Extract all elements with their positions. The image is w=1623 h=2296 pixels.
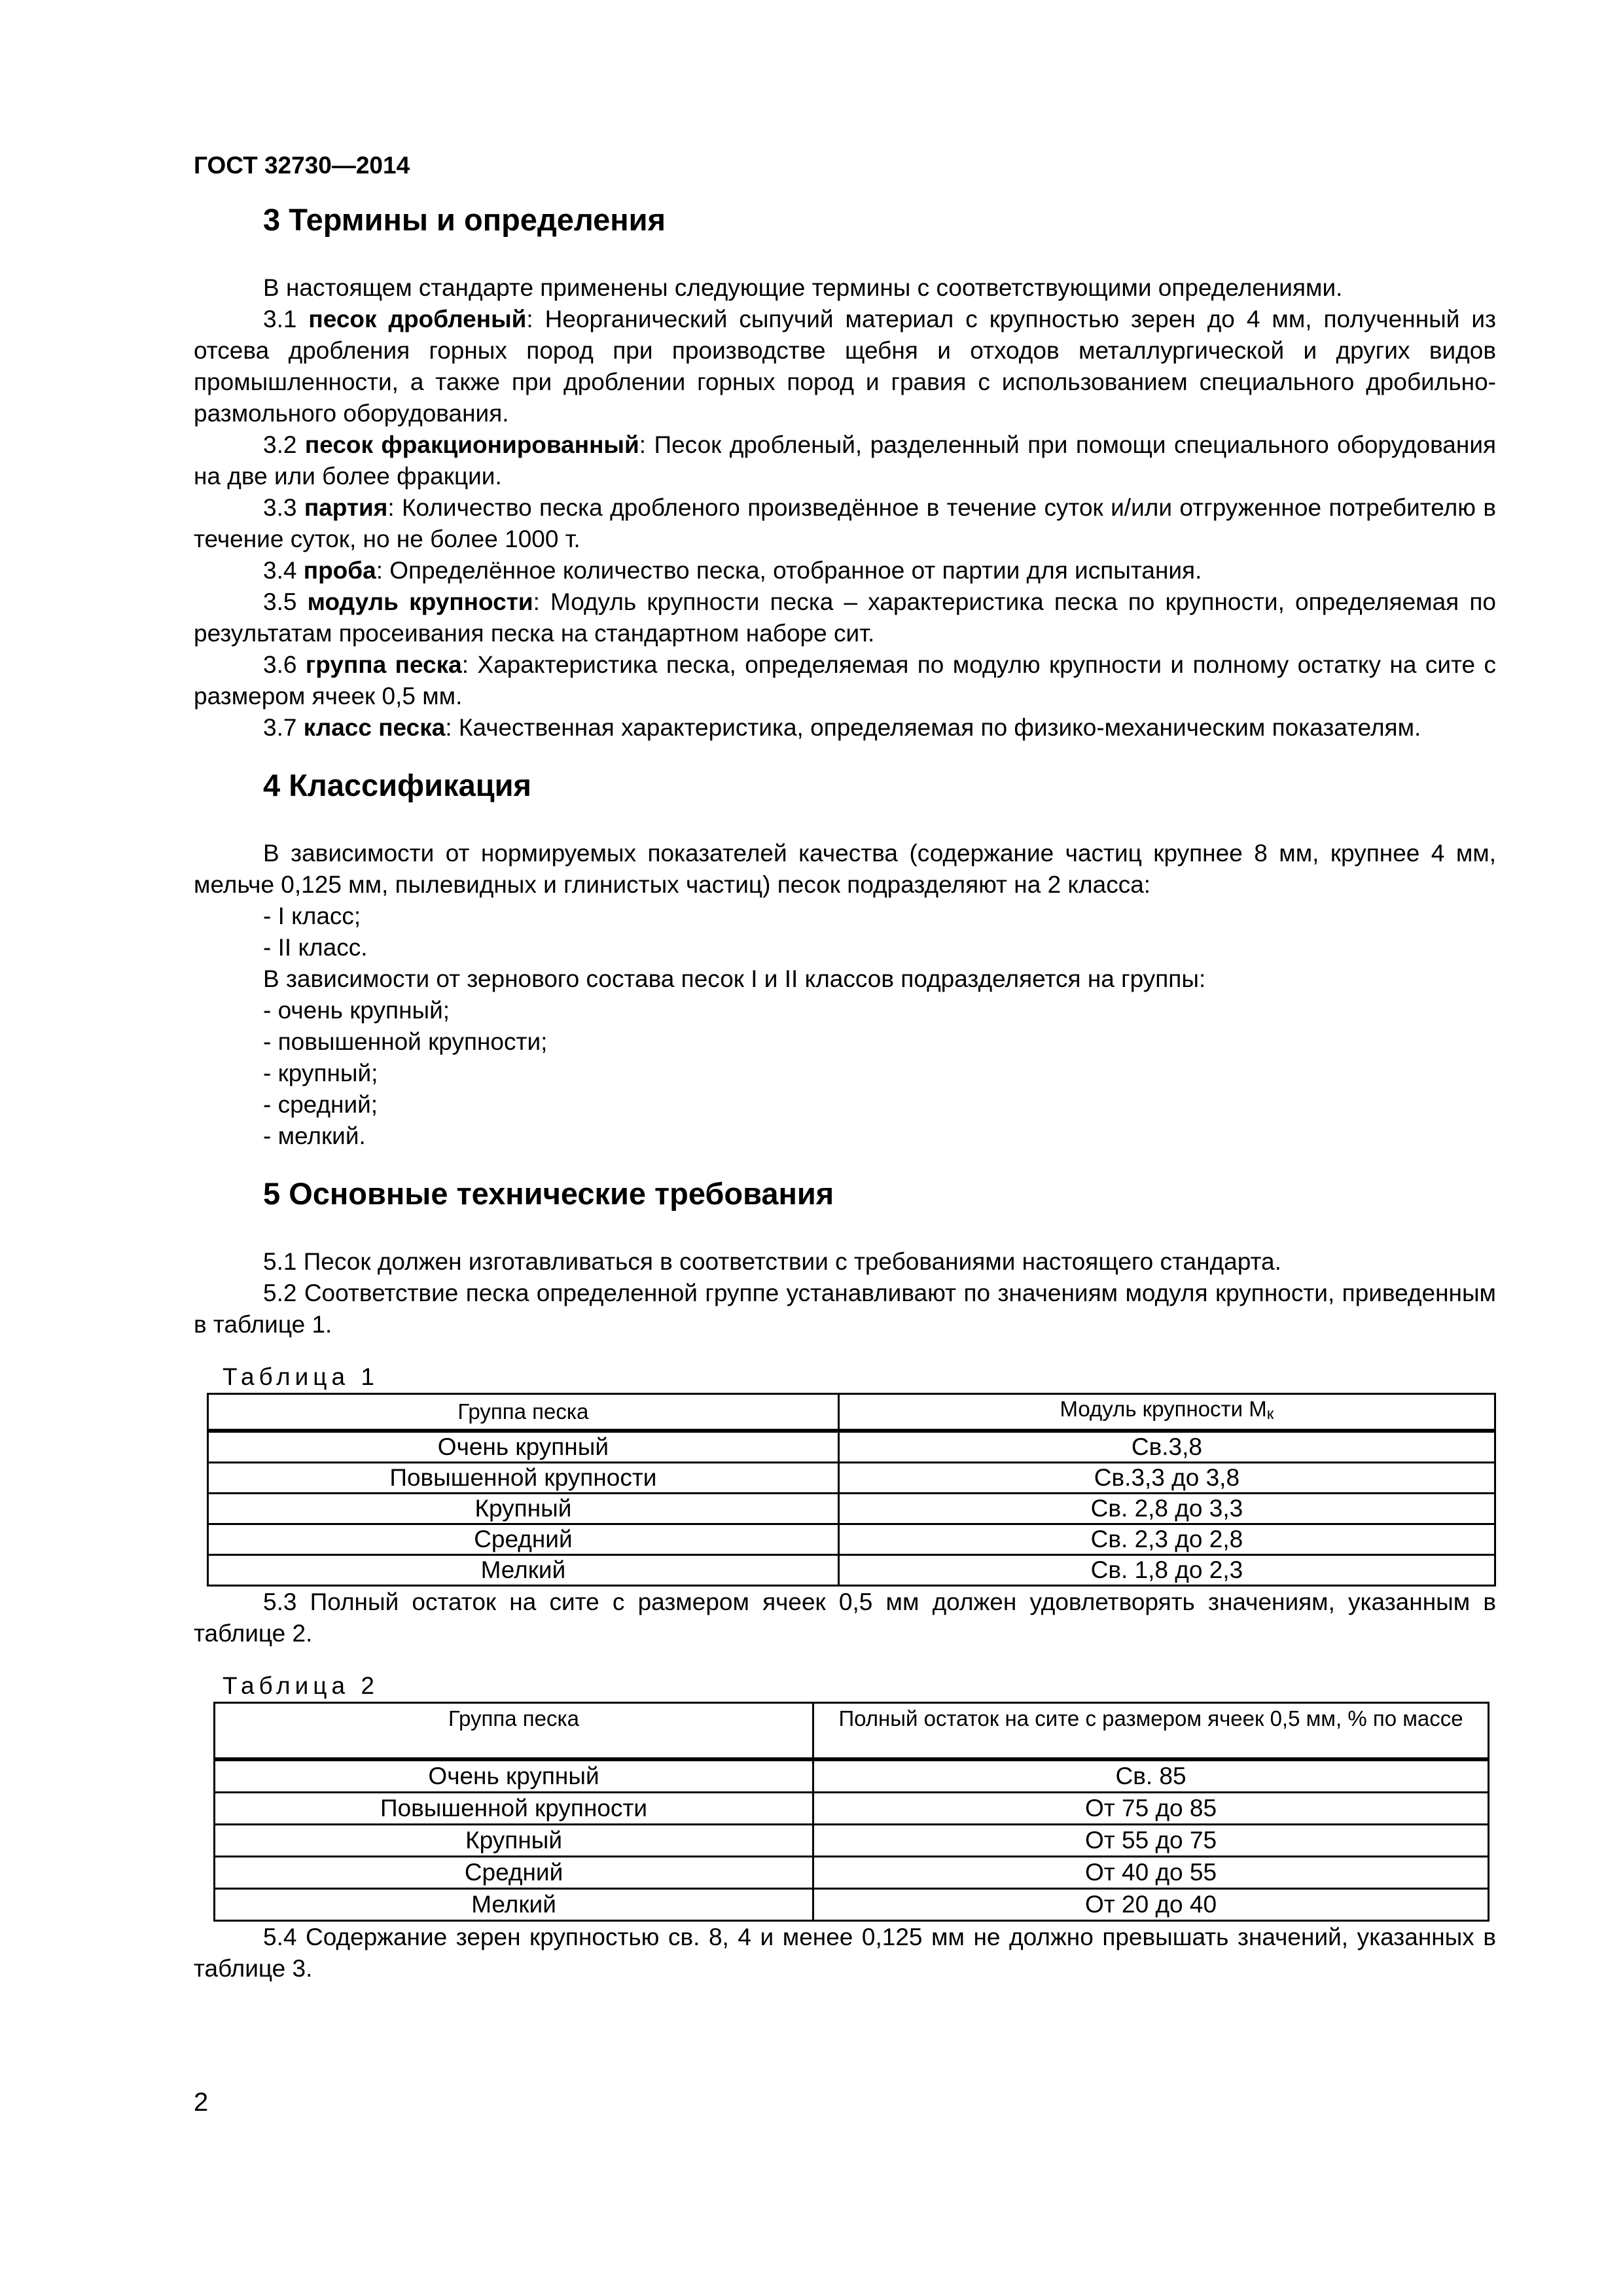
group-list-item: - средний; [263, 1091, 378, 1118]
table-1-header-modulus-subscript: к [1266, 1405, 1274, 1423]
section-5-heading: 5 Основные технические требования [263, 1176, 834, 1211]
table-2-value-cell: От 40 до 55 [813, 1857, 1489, 1889]
term-name: группа песка [305, 651, 462, 678]
term-number: 3.6 [263, 651, 297, 678]
table-2-header-group: Группа песка [215, 1703, 813, 1760]
term-definition: : Количество песка дробленого произведённое в течение суток и/или отгруженное потребителю в течение суток, но не более 1000 т. [194, 494, 1496, 552]
table-1-group-cell: Крупный [208, 1494, 839, 1524]
table-2-group-cell: Крупный [215, 1825, 813, 1857]
table-row [208, 1494, 1495, 1524]
class-list-item: - I класс; [263, 903, 361, 929]
group-list-item: - мелкий. [263, 1122, 366, 1149]
section-4-heading: 4 Классификация [263, 768, 531, 802]
table-row [208, 1463, 1495, 1494]
term-item [194, 304, 1496, 429]
term-item [194, 555, 1496, 586]
table-1 [207, 1393, 1496, 1587]
group-list-item: - повышенной крупности; [263, 1028, 548, 1055]
table-1-header-group: Группа песка [208, 1394, 839, 1431]
section-3-intro: В настоящем стандарте применены следующие термины с соответствующими определениями. [263, 274, 1343, 301]
term-number: 3.4 [263, 557, 297, 584]
term-item [194, 586, 1496, 649]
term-item [194, 712, 1496, 744]
term-number: 3.2 [263, 431, 297, 458]
table-2-group-cell: Средний [215, 1857, 813, 1889]
table-1-group-cell: Мелкий [208, 1555, 839, 1586]
paragraph-5-4: 5.4 Содержание зерен крупностью св. 8, 4 и менее 0,125 мм не должно превышать значений, указанных в таблице 3. [194, 1924, 1496, 1982]
table-1-value-cell: Св. 1,8 до 2,3 [838, 1555, 1495, 1586]
table-2-header-row [215, 1703, 1489, 1760]
term-name: песок дробленый [308, 306, 527, 332]
class-list-item: - II класс. [263, 934, 368, 961]
table-row [215, 1857, 1489, 1889]
table-2-value-cell: От 55 до 75 [813, 1825, 1489, 1857]
table-2-group-cell: Очень крупный [215, 1759, 813, 1793]
paragraph-5-1: 5.1 Песок должен изготавливаться в соответствии с требованиями настоящего стандарта. [263, 1248, 1281, 1275]
table-row [215, 1889, 1489, 1921]
term-item [194, 649, 1496, 712]
term-item [194, 492, 1496, 555]
table-1-value-cell: Св.3,8 [838, 1431, 1495, 1463]
table-1-value-cell: Св.3,3 до 3,8 [838, 1463, 1495, 1494]
table-1-value-cell: Св. 2,3 до 2,8 [838, 1524, 1495, 1555]
table-1-group-cell: Средний [208, 1524, 839, 1555]
table-1-group-cell: Повышенной крупности [208, 1463, 839, 1494]
table-2 [213, 1702, 1489, 1922]
term-name: песок фракционированный [304, 431, 639, 458]
term-definition: : Определённое количество песка, отобранное от партии для испытания. [376, 557, 1202, 584]
table-2-header-residue: Полный остаток на сите с размером ячеек 0,5 мм, % по массе [813, 1703, 1489, 1760]
table-1-caption: Таблица 1 [223, 1363, 379, 1390]
table-row [215, 1825, 1489, 1857]
term-item [194, 429, 1496, 492]
page-content [194, 199, 1496, 1984]
term-definition: : Неорганический сыпучий материал с крупностью зерен до 4 мм, полученный из отсева дробления горных пород при производстве щебня и отходов металлургической и других видов промышленности, а также при дроблении горных пород и гравия с использованием специального дробильно-размольного оборудования. [194, 306, 1496, 427]
table-2-value-cell: От 20 до 40 [813, 1889, 1489, 1921]
term-name: партия [304, 494, 388, 521]
term-number: 3.7 [263, 714, 297, 741]
table-2-group-cell: Повышенной крупности [215, 1793, 813, 1825]
table-2-value-cell: От 75 до 85 [813, 1793, 1489, 1825]
table-1-group-cell: Очень крупный [208, 1431, 839, 1463]
term-definition: : Песок дробленый, разделенный при помощи специального оборудования на две или более фракции. [194, 431, 1497, 490]
group-list [194, 995, 1496, 1152]
table-1-value-cell: Св. 2,8 до 3,3 [838, 1494, 1495, 1524]
class-list [194, 901, 1496, 963]
table-2-caption: Таблица 2 [223, 1672, 379, 1699]
table-2-value-cell: Св. 85 [813, 1759, 1489, 1793]
term-definition: : Характеристика песка, определяемая по модулю крупности и полному остатку на сите с размером ячеек 0,5 мм. [194, 651, 1497, 709]
table-1-header-modulus [838, 1394, 1495, 1431]
term-definition: : Модуль крупности песка – характеристика песка по крупности, определяемая по результатам просеивания песка на стандартном наборе сит. [194, 588, 1497, 647]
group-list-item: - крупный; [263, 1060, 378, 1086]
terms-list [194, 304, 1496, 744]
table-row [208, 1431, 1495, 1463]
term-definition: : Качественная характеристика, определяемая по физико-механическим показателям. [445, 714, 1421, 741]
group-list-item: - очень крупный; [263, 997, 450, 1024]
section-3-heading: 3 Термины и определения [263, 202, 666, 237]
page-number: 2 [194, 2088, 209, 2117]
term-number: 3.1 [263, 306, 297, 332]
table-1-header-row [208, 1394, 1495, 1431]
term-number: 3.5 [263, 588, 297, 615]
paragraph-5-2: 5.2 Соответствие песка определенной группе устанавливают по значениям модуля крупности, приведенным в таблице 1. [194, 1280, 1496, 1338]
document-id: ГОСТ 32730—2014 [194, 152, 410, 179]
table-row [208, 1524, 1495, 1555]
paragraph-5-3: 5.3 Полный остаток на сите с размером ячеек 0,5 мм должен удовлетворять значениям, указанным в таблице 2. [194, 1588, 1496, 1647]
table-1-header-modulus-main: Модуль крупности М [1060, 1397, 1267, 1421]
table-2-group-cell: Мелкий [215, 1889, 813, 1921]
term-name: класс песка [303, 714, 446, 741]
table-row [208, 1555, 1495, 1586]
classification-paragraph-2: В зависимости от зернового состава песок I и II классов подразделяется на группы: [263, 965, 1206, 992]
table-row [215, 1759, 1489, 1793]
term-name: модуль крупности [307, 588, 533, 615]
table-row [215, 1793, 1489, 1825]
term-name: проба [303, 557, 376, 584]
term-number: 3.3 [263, 494, 297, 521]
classification-paragraph-1: В зависимости от нормируемых показателей качества (содержание частиц крупнее 8 мм, крупнее 4 мм, мельче 0,125 мм, пылевидных и глинистых частиц) песок подразделяют на 2 класса: [194, 840, 1496, 898]
